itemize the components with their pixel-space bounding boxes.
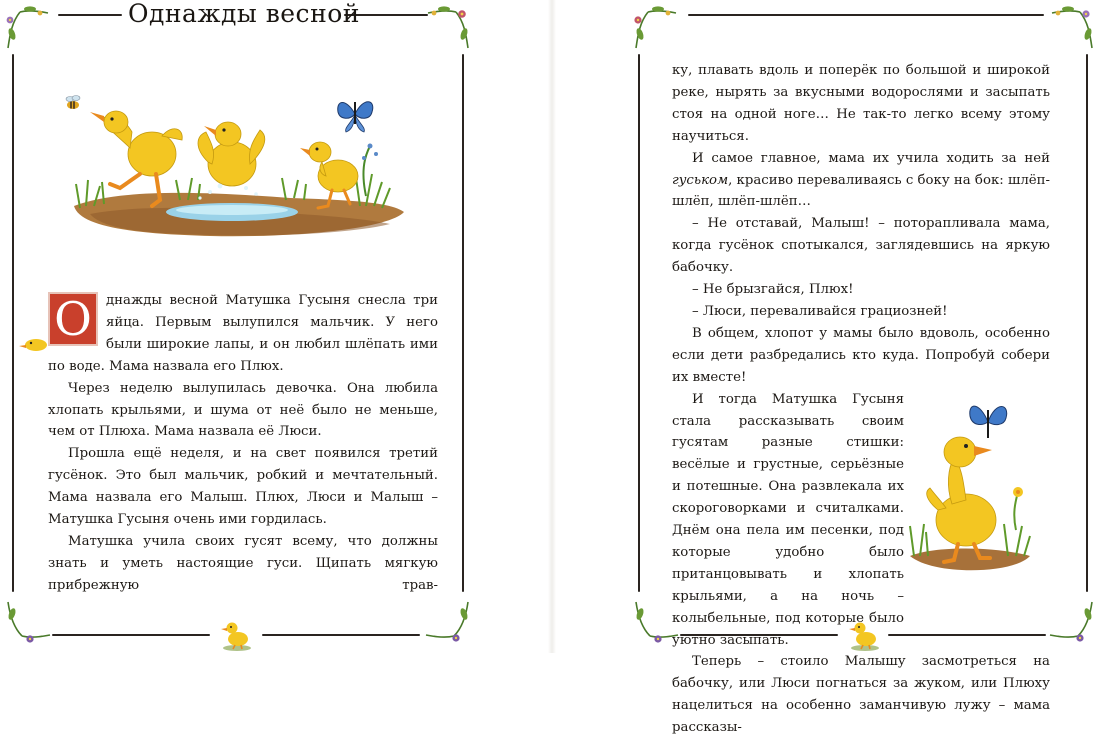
text-run: И самое главное, мама их учила ходить за ней xyxy=(692,150,1050,166)
chapter-title: Однажды весной xyxy=(128,0,360,28)
paragraph: Через неделю вылупилась девочка. Она любила хлопать крыльями, и шума от неё было не меньше, чем от Плюха. Мама назвала её Люси. xyxy=(48,380,438,440)
paragraph: В общем, хлопот у мамы было вдоволь, особенно если дети разбредались кто куда. Попробуй собери их вместе! xyxy=(672,325,1050,385)
text-run: , красиво переваливаясь с боку на бок: шлёп-шлёп, шлёп-шлёп… xyxy=(672,172,1050,210)
flower-corner-ornament xyxy=(1048,0,1100,52)
flower-corner-ornament xyxy=(0,0,52,52)
italic-word: гуськом xyxy=(672,172,729,188)
paragraph: Прошла ещё неделя, и на свет появился третий гусёнок. Это был мальчик, робкий и мечтательный. Мама назвала его Малыш. Плюх, Люси и Малыш – Матушка Гусыня очень ими гордилась. xyxy=(48,446,438,528)
butterfly-icon xyxy=(334,94,376,134)
bee-icon xyxy=(62,92,84,114)
frame-left-rule xyxy=(12,54,14,592)
frame-left-rule xyxy=(638,54,640,592)
frame-right-rule xyxy=(1086,54,1088,592)
paragraph xyxy=(672,148,1050,214)
frame-top-rule-left xyxy=(58,14,122,16)
left-page-text xyxy=(48,290,438,597)
paragraph: – Не отставай, Малыш! – поторапливала мама, когда гусёнок спотыкался, заглядевшись на яркую бабочку. xyxy=(672,216,1050,276)
left-page xyxy=(0,0,552,653)
paragraph: – Люси, переваливайся грациозней! xyxy=(692,303,948,319)
flower-corner-ornament xyxy=(0,598,52,650)
paragraph: днажды весной Матушка Гусыня снесла три яйца. Первым вылупился мальчик. У него были широкие лапы, и он любил шлёпать ими по воде. Мама назвала его Плюх. xyxy=(48,293,438,374)
paragraph: Матушка учила своих гусят всему, что должны знать и уметь настоящие гуси. Щипать мягкую прибрежную трав- xyxy=(48,533,438,593)
flower-corner-ornament xyxy=(628,0,680,52)
small-duckling-ornament xyxy=(220,614,254,652)
right-page-text xyxy=(672,60,1050,739)
paragraph: И тогда Матушка Гусыня стала рассказывать своим гусятам разные стишки: весёлые и грустные, серьёзные и потешные. Она развлекала их скороговорками и считалками. Днём она пела им песенки, под которые удобно было пританцовывать и хлопать крыльями, а на ночь – колыбельные, под которые было уютно засыпать. xyxy=(672,391,904,648)
flower-corner-ornament xyxy=(424,598,476,650)
frame-right-rule xyxy=(462,54,464,592)
frame-bottom-rule-left xyxy=(52,634,210,636)
duckling-peeking-icon xyxy=(18,334,48,352)
paragraph: ку, плавать вдоль и поперёк по большой и широкой реке, нырять за вкусными водорослями и засыпать стоя на одной ноге… Не так-то легко всему этому научиться. xyxy=(672,63,1050,144)
flower-corner-ornament xyxy=(424,0,476,52)
paragraph: Теперь – стоило Малышу засмотреться на бабочку, или Люси погнаться за жуком, или Плюху нацелиться на особенно заманчивую лужу – мама рассказы- xyxy=(672,654,1050,736)
frame-top-rule xyxy=(688,14,1044,16)
frame-bottom-rule-right xyxy=(262,634,420,636)
paragraph: – Не брызгайся, Плюх! xyxy=(692,282,854,298)
dropcap: О xyxy=(48,292,98,346)
illustration-wrap-space xyxy=(914,479,1074,649)
right-page xyxy=(552,0,1100,736)
